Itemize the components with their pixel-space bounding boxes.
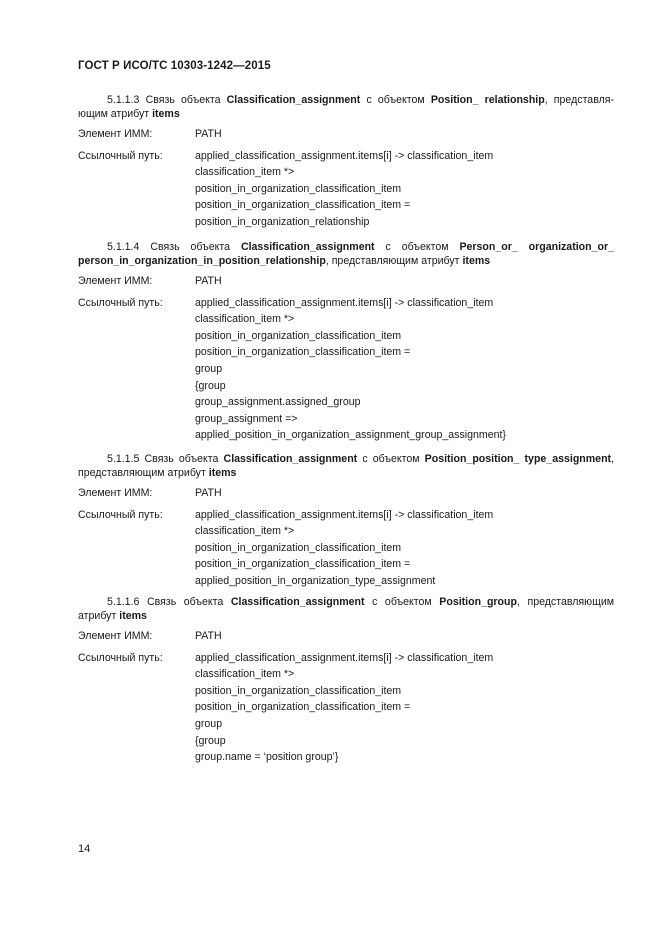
path-line: classification_item *> xyxy=(195,166,295,179)
element-row xyxy=(78,485,614,502)
path-line: position_in_organization_classification_item = xyxy=(195,199,411,212)
element-label: Элемент ИММ: xyxy=(78,128,153,140)
section-heading xyxy=(78,595,614,623)
section-heading xyxy=(78,93,614,121)
path-line: classification_item *> xyxy=(195,668,295,681)
path-line: group_assignment => xyxy=(195,412,298,425)
element-value: PATH xyxy=(195,630,222,642)
path-line: position_in_organization_relationship xyxy=(195,215,370,228)
attribute-name: items xyxy=(462,255,491,267)
heading-text: 5.1.1.3 xyxy=(107,94,140,106)
entity-name: Classification_assignment xyxy=(223,453,358,465)
heading-text: с объектом xyxy=(385,241,449,253)
element-row xyxy=(78,126,614,143)
section-5-1-1-3 xyxy=(78,93,614,231)
path-row xyxy=(78,650,614,766)
path-line: position_in_organization_classification_item xyxy=(195,182,402,195)
heading-text: Связь объекта xyxy=(145,94,221,106)
heading-text: 5.1.1.5 xyxy=(107,453,140,465)
path-line: {group xyxy=(195,379,226,392)
element-value: PATH xyxy=(195,487,222,499)
path-line: applied_classification_assignment.items[i] -> classification_item xyxy=(195,149,494,162)
path-lines xyxy=(195,295,614,444)
path-label: Ссылочный путь: xyxy=(78,508,163,521)
path-line: position_in_organization_classification_item = xyxy=(195,701,411,714)
path-lines xyxy=(195,650,614,766)
path-line: classification_item *> xyxy=(195,313,295,326)
path-label: Ссылочный путь: xyxy=(78,149,163,162)
element-value: PATH xyxy=(195,275,222,287)
path-line: applied_position_in_organization_assignment_group_assignment} xyxy=(195,429,506,442)
path-row xyxy=(78,507,614,590)
entity-name: Classification_assignment xyxy=(230,596,365,608)
path-line: applied_classification_assignment.items[i] -> classification_item xyxy=(195,651,494,664)
heading-text: 5.1.1.6 xyxy=(107,596,140,608)
heading-text: с объектом xyxy=(366,94,425,106)
path-lines xyxy=(195,148,614,231)
attribute-name: items xyxy=(152,108,180,120)
heading-text: , представляющим атрибут xyxy=(78,596,615,622)
entity-name: Classification_assignment xyxy=(240,241,375,253)
section-heading xyxy=(78,452,614,480)
heading-text: , представляющим атрибут xyxy=(78,453,615,479)
heading-text: с объектом xyxy=(372,596,432,608)
path-line: position_in_organization_classification_item xyxy=(195,541,402,554)
attribute-name: items xyxy=(119,610,147,622)
heading-text: с объектом xyxy=(362,453,420,465)
section-heading xyxy=(78,240,614,268)
path-line: position_in_organization_classification_item xyxy=(195,684,402,697)
path-line: applied_classification_assignment.items[i] -> classification_item xyxy=(195,508,494,521)
path-lines xyxy=(195,507,614,590)
heading-text: , представляющим атрибут xyxy=(325,255,460,267)
path-line: position_in_organization_classification_item xyxy=(195,329,402,342)
path-line: {group xyxy=(195,734,226,747)
page-header: ГОСТ Р ИСО/ТС 10303-1242—2015 xyxy=(78,60,271,72)
element-value: PATH xyxy=(195,128,222,140)
element-label: Элемент ИММ: xyxy=(78,275,153,287)
heading-text: Связь объекта xyxy=(144,453,219,465)
element-label: Элемент ИММ: xyxy=(78,630,153,642)
path-label: Ссылочный путь: xyxy=(78,296,163,309)
entity-name: Person_or_ organization_or_ person_in_organization_in_position_relationship xyxy=(78,241,614,267)
element-row xyxy=(78,273,614,290)
entity-name: Position_group xyxy=(439,596,517,608)
element-row xyxy=(78,628,614,645)
section-5-1-1-5 xyxy=(78,452,614,590)
heading-text: 5.1.1.4 xyxy=(107,241,140,253)
path-row xyxy=(78,295,614,444)
section-5-1-1-4 xyxy=(78,240,614,444)
path-line: classification_item *> xyxy=(195,525,295,538)
path-line: applied_classification_assignment.items[i] -> classification_item xyxy=(195,296,494,309)
path-line: applied_position_in_organization_type_assignment xyxy=(195,574,436,587)
element-label: Элемент ИММ: xyxy=(78,487,153,499)
path-line: position_in_organization_classification_item = xyxy=(195,558,411,571)
path-label: Ссылочный путь: xyxy=(78,651,163,664)
attribute-name: items xyxy=(208,467,237,479)
heading-text: , представля-ющим атрибут xyxy=(78,94,615,120)
heading-text: Связь объекта xyxy=(146,596,224,608)
section-5-1-1-6 xyxy=(78,595,614,766)
path-line: position_in_organization_classification_item = xyxy=(195,346,411,359)
path-line: group_assignment.assigned_group xyxy=(195,396,361,409)
path-line: group xyxy=(195,362,223,375)
path-row xyxy=(78,148,614,231)
path-line: group.name = ‘position group’} xyxy=(195,751,339,764)
heading-text: Связь объекта xyxy=(150,241,231,253)
path-line: group xyxy=(195,717,223,730)
entity-name: Position_position_ type_assignment xyxy=(424,453,612,465)
page-number: 14 xyxy=(78,843,91,855)
entity-name: Position_ relationship xyxy=(430,94,545,106)
entity-name: Classification_assignment xyxy=(226,94,361,106)
